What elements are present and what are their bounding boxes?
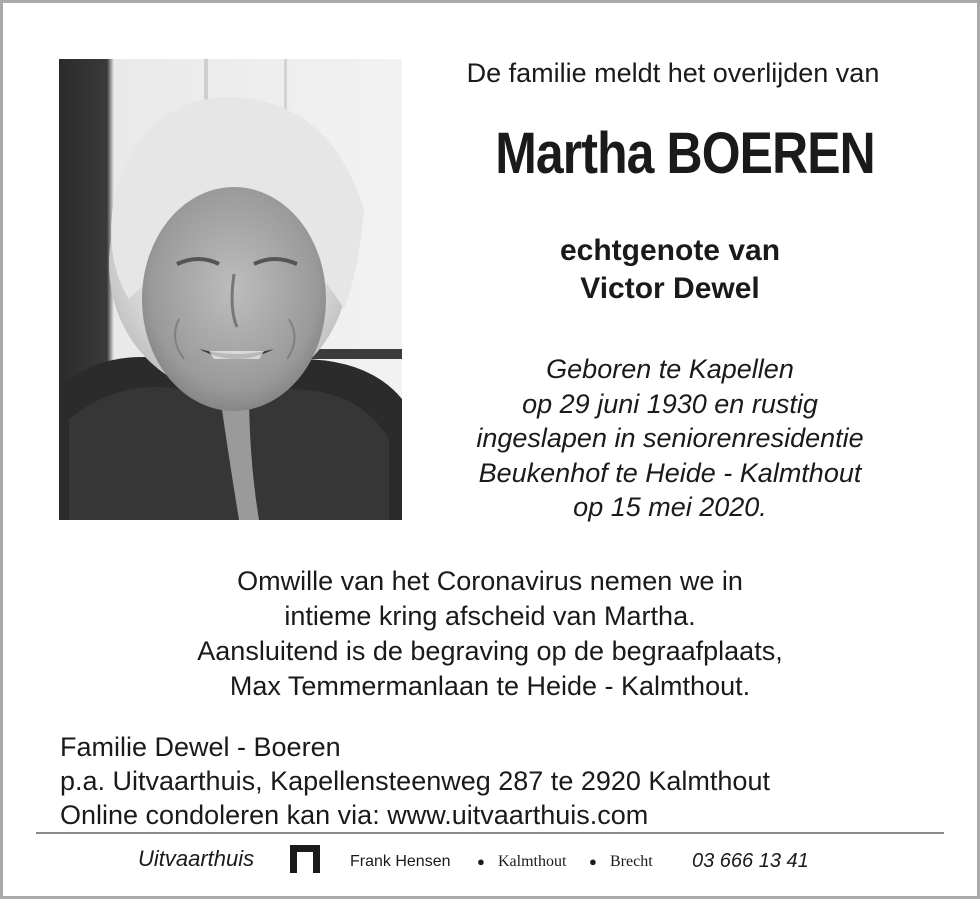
spouse-line: echtgenote van <box>559 234 781 267</box>
portrait-photo <box>59 59 402 520</box>
birth-line: Beukenhof te Heide - Kalmthout <box>478 457 862 488</box>
birth-line: op 29 juni 1930 en rustig <box>522 388 818 419</box>
spouse-line: Victor Dewel <box>580 272 760 305</box>
notice-line: intieme kring afscheid van Martha. <box>284 601 696 631</box>
deceased-name: Martha BOEREN <box>495 121 875 186</box>
ceremony-notice <box>60 564 920 704</box>
phone-number: 03 666 13 41 <box>692 850 809 872</box>
footer-divider <box>36 832 944 834</box>
family-line: Online condoleren kan via: www.uitvaarthuis.com <box>60 800 649 830</box>
notice-line: Omwille van het Coronavirus nemen we in <box>237 566 743 596</box>
birth-line: ingeslapen in seniorenresidentie <box>476 423 864 453</box>
birth-details <box>420 352 920 525</box>
spouse-block <box>420 232 920 308</box>
birth-line: Geboren te Kapellen <box>546 354 794 384</box>
birth-line: op 15 mei 2020. <box>573 492 767 522</box>
separator-dot: ● <box>477 854 485 869</box>
family-line: Familie Dewel - Boeren <box>60 732 341 762</box>
brand-name: Uitvaarthuis <box>138 846 255 871</box>
notice-line: Max Temmermanlaan te Heide - Kalmthout. <box>229 671 751 701</box>
notice-line: Aansluitend is de begraving op de begraafplaats, <box>197 636 783 666</box>
location-brecht: Brecht <box>610 853 653 870</box>
funeral-director-name: Frank Hensen <box>350 853 451 870</box>
intro-text: De familie meldt het overlijden van <box>466 58 880 88</box>
footer-bar <box>0 841 980 881</box>
separator-dot: ● <box>589 854 597 869</box>
location-kalmthout: Kalmthout <box>498 853 567 870</box>
doorway-logo-icon <box>290 845 320 873</box>
family-line: p.a. Uitvaarthuis, Kapellensteenweg 287 te 2920 Kalmthout <box>60 766 770 796</box>
family-contact <box>60 730 940 832</box>
